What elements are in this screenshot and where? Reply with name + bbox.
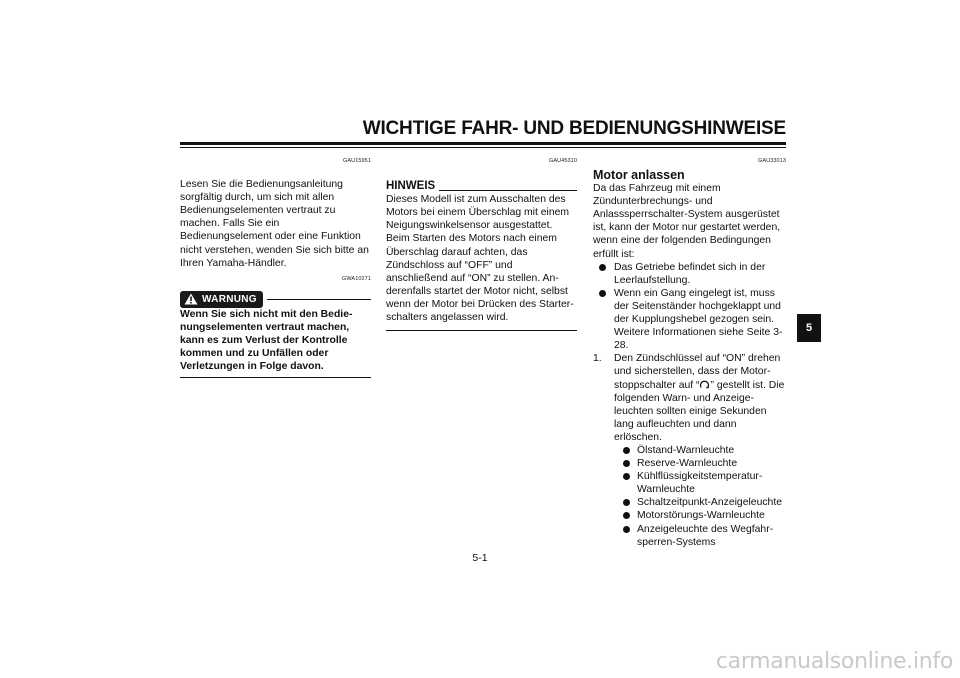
warning-header [180,291,371,308]
list-item: Anzeigeleuchte des Wegfahrsperren-Systems [622,523,786,549]
step-text-before: Den Zündschlüssel auf “ON” drehen und sicherstellen, dass der Motorstoppschalter auf “ [614,353,781,391]
step-number: 1. [593,353,602,365]
list-item: Wenn ein Gang eingelegt ist, muss der Seitenständer hochgeklappt und der Kupplungshebel gezogen sein. Weitere Informationen siehe Seite 3-28. [593,287,786,352]
warning-triangle-icon [184,293,198,305]
list-item: Kühlflüssigkeitstemperatur-Warnleuchte [622,470,786,496]
engine-run-icon [699,379,710,389]
note-label: HINWEIS [386,180,436,193]
intro-paragraph: Da das Fahrzeug mit einem Zündunterbrechungs- und Anlasssperrschalter-System ausgerüstet ist, kann der Motor nur gestartet werden, wenn eine der folgenden Bedingungen erfüllt ist: [593,183,781,260]
list-item: Ölstand-Warnleuchte [622,444,786,457]
page-title: WICHTIGE FAHR- UND BEDIENUNGSHINWEISE [362,118,786,139]
warning-bottom-rule [180,377,371,378]
column-1 [180,155,371,378]
watermark: carmanualsonline.info [715,649,953,674]
condition-list [593,261,786,353]
indicator-light-list-wrap [622,444,786,549]
warning-badge [180,291,263,308]
column-3 [593,155,786,549]
list-item: Reserve-Warnleuchte [622,457,786,470]
warning-label: WARNUNG [202,293,257,305]
note-bottom-rule [386,330,577,331]
page-number: 5-1 [472,552,488,564]
title-rule [180,142,786,145]
section-code: GAU45310 [548,158,577,164]
section-code: GAU33013 [757,158,786,164]
note-header [386,180,577,193]
step-1 [593,352,786,548]
step-text-after: ” gestellt ist. Die folgenden Warn- und Anzeigeleuchten sollten einige Sekunden lang aufleuchten und dann erlöschen. [614,379,785,443]
column-2 [386,155,577,331]
indicator-light-list [622,444,786,549]
intro-paragraph: Lesen Sie die Bedienungsanleitung sorgfältig durch, um sich mit allen Bedienungselementen vertraut zu machen. Falls Sie ein Bedienungselement oder eine Funktion nicht verstehen, wenden Sie sich bitte an Ihren Yamaha-Händler. [180,179,369,269]
warning-rule [267,299,371,300]
warning-code: GWA10271 [341,275,371,282]
note-rule [439,190,577,191]
section-code: GAU15951 [342,158,371,164]
list-item: Das Getriebe befindet sich in der Leerlaufstellung. [593,261,786,287]
chapter-tab: 5 [797,314,821,342]
warning-text: Wenn Sie sich nicht mit den Bedienungselementen vertraut machen, kann es zum Verlust der Kontrolle kommen und zu Unfällen oder Verletzungen in Folge davon. [180,308,353,373]
note-text: Dieses Modell ist zum Ausschalten des Motors bei einem Überschlag mit einem Neigungswinkelsensor ausgestattet. Beim Starten des Motors nach einem Überschlag darauf achten, das Zündschloss auf “OFF” und anschließend auf “ON” zu stellen. Anderenfalls startet der Motor nicht, selbst wenn der Motor bei Drücken des Starterschalters angelassen wird. [386,194,574,324]
title-rule-thin [180,147,786,148]
section-heading: Motor anlassen [593,168,685,183]
list-item: Schaltzeitpunkt-Anzeigeleuchte [622,496,786,509]
list-item: Motorstörungs-Warnleuchte [622,509,786,522]
